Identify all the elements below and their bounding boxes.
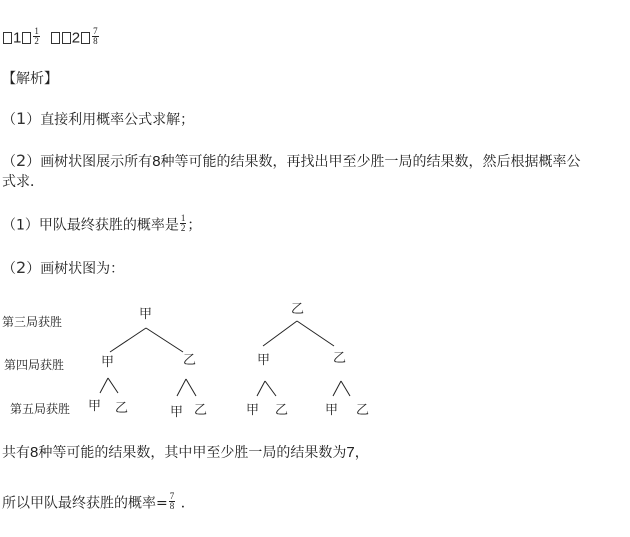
tree-node-l2: 甲	[257, 353, 271, 368]
answer-part-1-number: 1	[13, 29, 22, 47]
step-1: （1）直接利用概率公式求解；	[2, 109, 195, 128]
result-1: （1）甲队最终获胜的概率是 $\frac{1}{2}$ ；	[2, 213, 202, 234]
branch-line	[100, 378, 108, 393]
tree-node-l3: 乙	[115, 401, 129, 416]
analysis-title: 【解析】	[2, 71, 58, 87]
row-label-round-5: 第五局获胜	[10, 402, 71, 416]
branch-line	[257, 381, 265, 396]
summary: 共有8种等可能的结果数，其中甲至少胜一局的结果数为7，	[2, 444, 369, 461]
row-label-round-4: 第四局获胜	[4, 358, 65, 372]
tree-node-l3: 乙	[275, 403, 289, 418]
branch-line	[333, 381, 341, 396]
answer-fraction-1: $\frac{1}{2}$	[34, 26, 39, 46]
tree-node-l2: 甲	[101, 355, 115, 370]
branch-line	[110, 328, 146, 352]
step-2: （2）画树状图展示所有8种等可能的结果数，再找出甲至少胜一局的结果数，然后根据概率公	[2, 151, 581, 170]
tree-node-l3: 乙	[356, 403, 370, 418]
tree-node-l3: 甲	[170, 405, 184, 420]
tree-node-l3: 乙	[194, 403, 208, 418]
tree-root-jia: 甲	[139, 307, 153, 322]
branch-line	[263, 321, 297, 346]
result-1-fraction: $\frac{1}{2}$	[180, 213, 186, 233]
tree-node-l2: 乙	[333, 351, 347, 366]
branch-line	[297, 321, 334, 346]
tree-node-l2: 乙	[183, 353, 197, 368]
step-2-continued: 式求．	[2, 174, 44, 190]
tree-node-l3: 甲	[325, 403, 339, 418]
branch-line	[146, 328, 183, 352]
conclusion-fraction: $\frac{7}{8}$	[169, 491, 175, 511]
branch-line	[186, 379, 196, 396]
result-2: （2）画树状图为：	[2, 258, 125, 277]
tree-node-l3: 甲	[88, 399, 102, 414]
conclusion: 所以甲队最终获胜的概率= $\frac{7}{8}$ ．	[2, 491, 195, 512]
branch-line	[341, 381, 350, 396]
branch-line	[108, 378, 118, 393]
step-1-text: 直接利用概率公式求解；	[40, 112, 195, 128]
answer-fraction-2: $\frac{7}{8}$	[93, 26, 98, 46]
tree-root-yi: 乙	[291, 302, 305, 317]
branch-line	[177, 379, 186, 396]
branch-line	[265, 381, 276, 396]
answer-part-2-number: 2	[71, 29, 81, 47]
row-label-round-3: 第三局获胜	[2, 315, 63, 329]
tree-node-l3: 甲	[246, 403, 260, 418]
